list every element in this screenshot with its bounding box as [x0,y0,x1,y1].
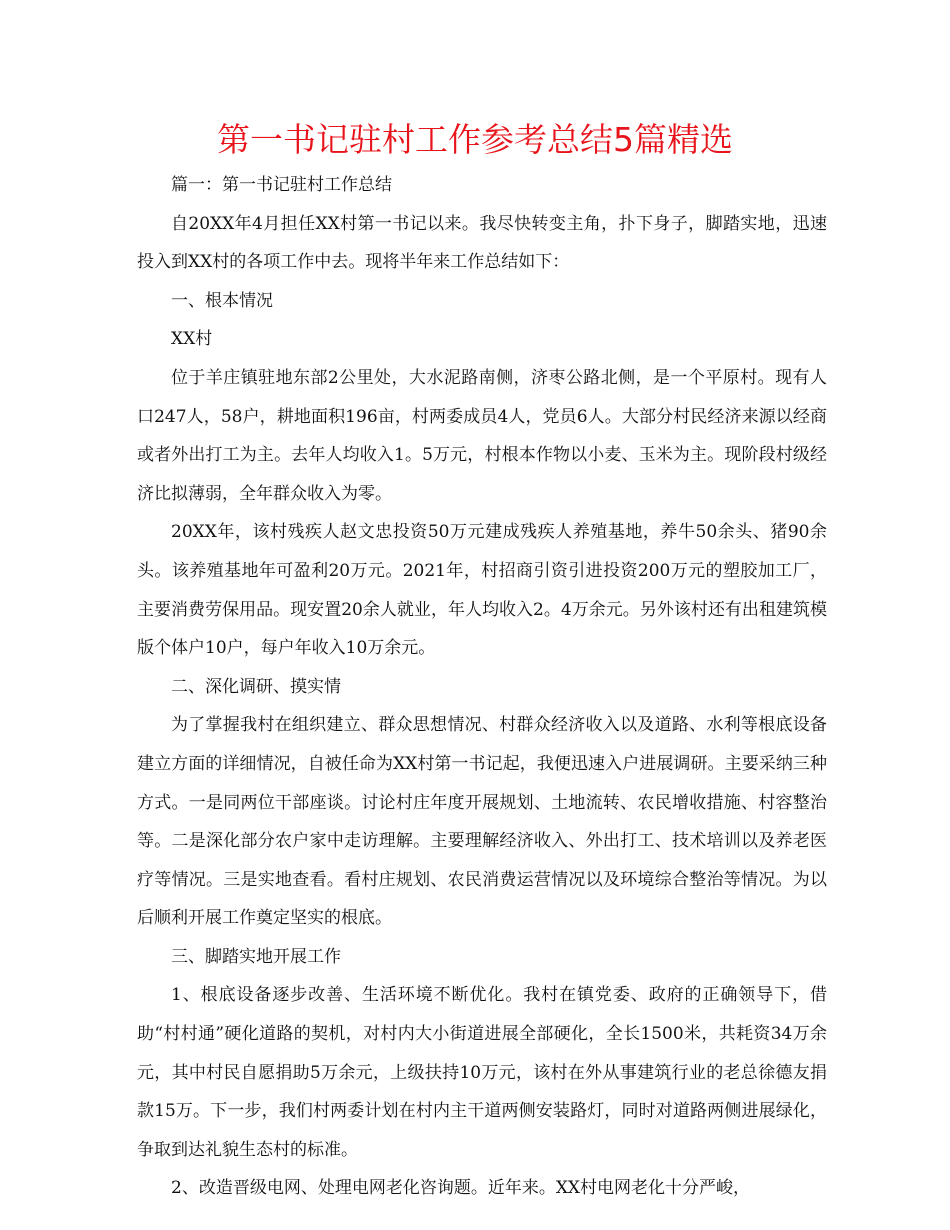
paragraph-location: 位于羊庄镇驻地东部2公里处，大水泥路南侧，济枣公路北侧，是一个平原村。现有人口247人，58户，耕地面积196亩，村两委成员4人，党员6人。大部分村民经济来源以经商或者外出打工为主。去年人均收入1。5万元，村根本作物以小麦、玉米为主。现阶段村级经济比拟薄弱，全年群众收入为零。 [137,367,827,504]
heading-basic-situation: 一、根本情况 [171,290,273,311]
village-name: XX村 [171,329,213,350]
paragraph-economy: 20XX年，该村残疾人赵文忠投资50万元建成残疾人养殖基地，养牛50余头、猪90余头。该养殖基地年可盈利20万元。2021年，村招商引资引进投资200万元的塑胶加工厂，主要消费劳保用品。现安置20余人就业，年人均收入2。4万余元。另外该村还有出租建筑模版个体户10户，每户年收入10万余元。 [137,522,827,659]
section-subtitle: 篇一：第一书记驻村工作总结 [171,175,392,195]
paragraph-power-grid: 2、改造晋级电网、处理电网老化咨询题。近年来。XX村电网老化十分严峻， [171,1178,751,1199]
document-title: 第一书记驻村工作参考总结5篇精选 [217,120,733,159]
paragraph-research: 为了掌握我村在组织建立、群众思想情况、村群众经济收入以及道路、水利等根底设备建立方面的详细情况，自被任命为XX村第一书记起，我便迅速入户进展调研。主要采纳三种方式。一是同两位干部座谈。讨论村庄年度开展规划、土地流转、农民增收措施、村容整治等。二是深化部分农户家中走访理解。主要理解经济收入、外出打工、技术培训以及养老医疗等情况。三是实地查看。看村庄规划、农民消费运营情况以及环境综合整治等情况。为以后顺利开展工作奠定坚实的根底。 [137,715,827,929]
heading-work: 三、脚踏实地开展工作 [171,946,341,967]
heading-research: 二、深化调研、摸实情 [171,676,341,697]
paragraph-intro: 自20XX年4月担任XX村第一书记以来。我尽快转变主角，扑下身子，脚踏实地，迅速投入到XX村的各项工作中去。现将半年来工作总结如下： [137,213,827,273]
paragraph-infrastructure: 1、根底设备逐步改善、生活环境不断优化。我村在镇党委、政府的正确领导下，借助“村村通”硬化道路的契机，对村内大小街道进展全部硬化，全长1500米，共耗资34万余元，其中村民自愿捐助5万余元，上级扶持10万元，该村在外从事建筑行业的老总徐德友捐款15万。下一步，我们村两委计划在村内主干道两侧安装路灯，同时对道路两侧进展绿化，争取到达礼貌生态村的标准。 [137,985,827,1160]
document-body [137,166,827,1208]
